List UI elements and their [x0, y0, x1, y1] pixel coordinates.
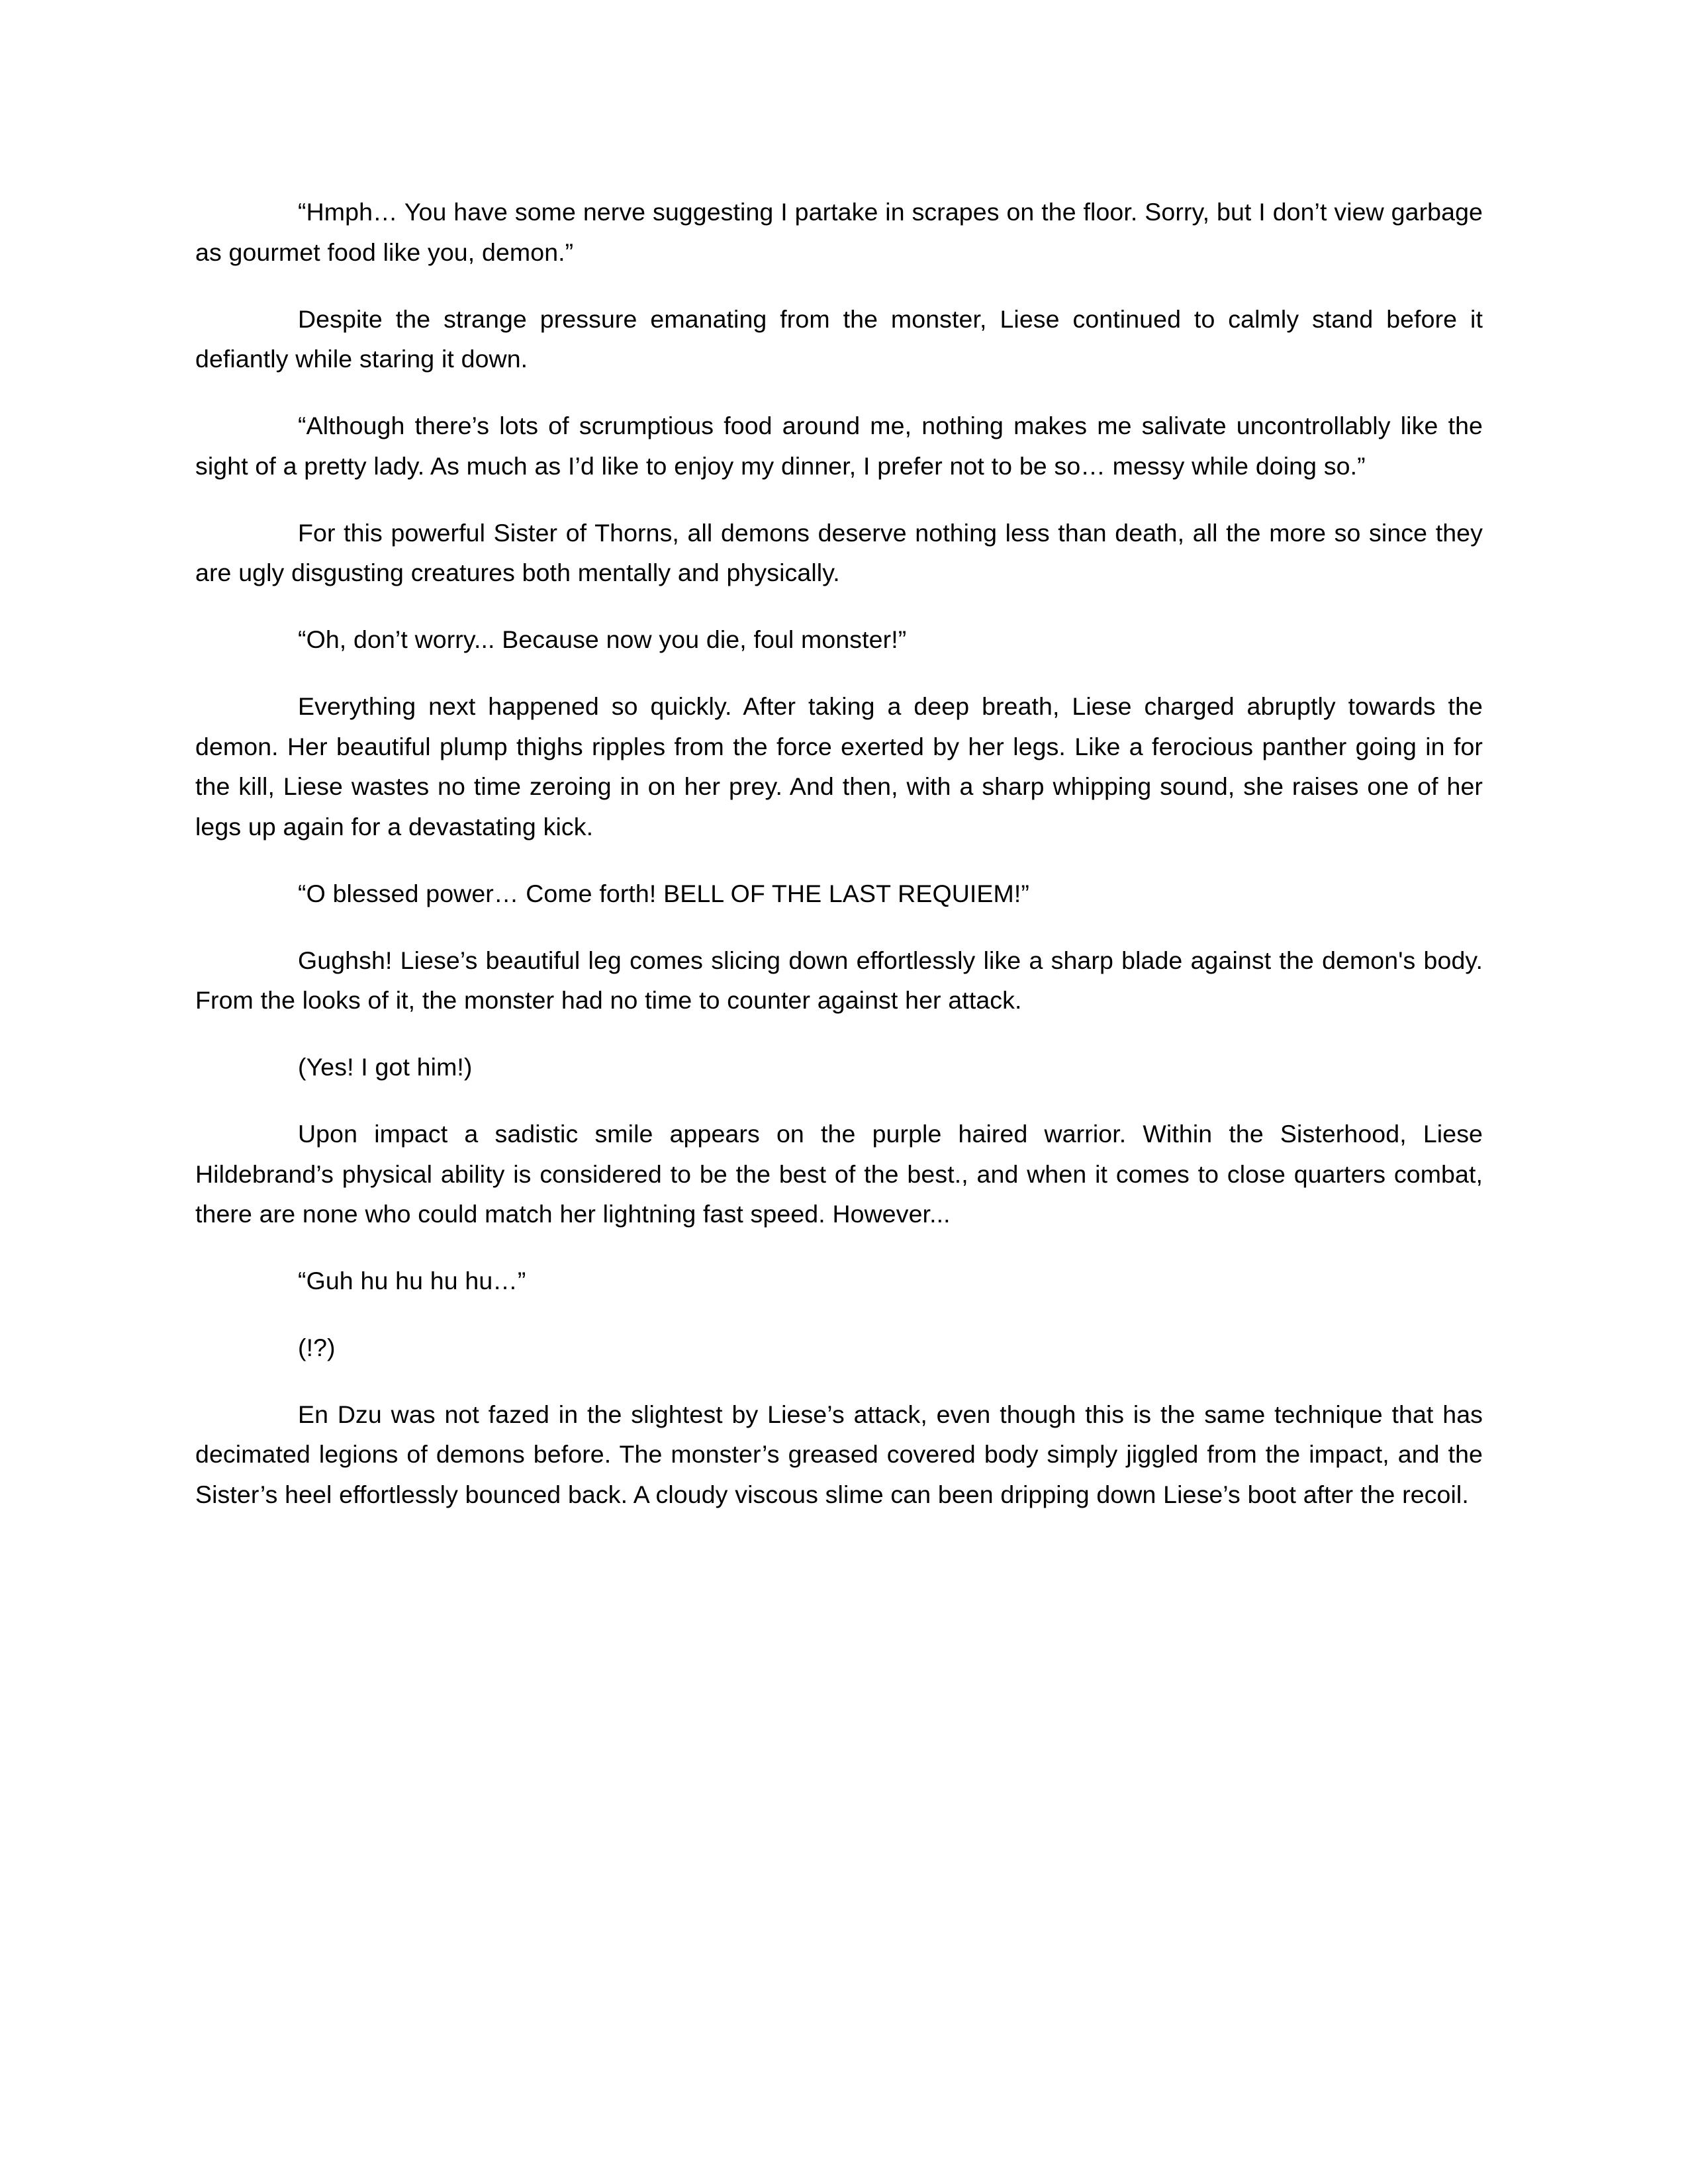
paragraph: For this powerful Sister of Thorns, all demons deserve nothing less than death, all the more so since they are ugly disgusting creatures both mentally and physically. [195, 518, 1483, 587]
paragraph: (!?) [298, 1333, 336, 1361]
paragraph: Despite the strange pressure emanating from the monster, Liese continued to calmly stand before it defiantly while staring it down. [195, 304, 1483, 373]
paragraph: “Guh hu hu hu hu…” [298, 1267, 526, 1295]
document-body [195, 192, 1483, 1515]
paragraph: Everything next happened so quickly. After taking a deep breath, Liese charged abruptly towards the demon. Her beautiful plump thighs ripples from the force exerted by her legs. Like a ferocious panther going in for the kill, Liese wastes no time zeroing in on her prey. And then, with a sharp whipping sound, she raises one of her legs up again for a devastating kick. [195, 692, 1483, 841]
paragraph: “Oh, don’t worry... Because now you die, foul monster!” [298, 625, 907, 653]
paragraph: (Yes! I got him!) [298, 1053, 473, 1081]
paragraph: “Hmph… You have some nerve suggesting I partake in scrapes on the floor. Sorry, but I don’t view garbage as gourmet food like you, demon.” [195, 198, 1483, 266]
paragraph: Upon impact a sadistic smile appears on the purple haired warrior. Within the Sisterhood, Liese Hildebrand’s physical ability is considered to be the best of the best., and when it comes to close quarters combat, there are none who could match her lightning fast speed. However... [195, 1119, 1483, 1228]
paragraph: En Dzu was not fazed in the slightest by Liese’s attack, even though this is the same technique that has decimated legions of demons before. The monster’s greased covered body simply jiggled from the impact, and the Sister’s heel effortlessly bounced back. A cloudy viscous slime can been dripping down Liese’s boot after the recoil. [195, 1400, 1483, 1508]
paragraph: “Although there’s lots of scrumptious food around me, nothing makes me salivate uncontrollably like the sight of a pretty lady. As much as I’d like to enjoy my dinner, I prefer not to be so… messy while doing so.” [195, 412, 1483, 480]
paragraph: Gughsh! Liese’s beautiful leg comes slicing down effortlessly like a sharp blade against the demon's body. From the looks of it, the monster had no time to counter against her attack. [195, 946, 1483, 1015]
paragraph: “O blessed power… Come forth! BELL OF THE LAST REQUIEM!” [298, 879, 1029, 907]
